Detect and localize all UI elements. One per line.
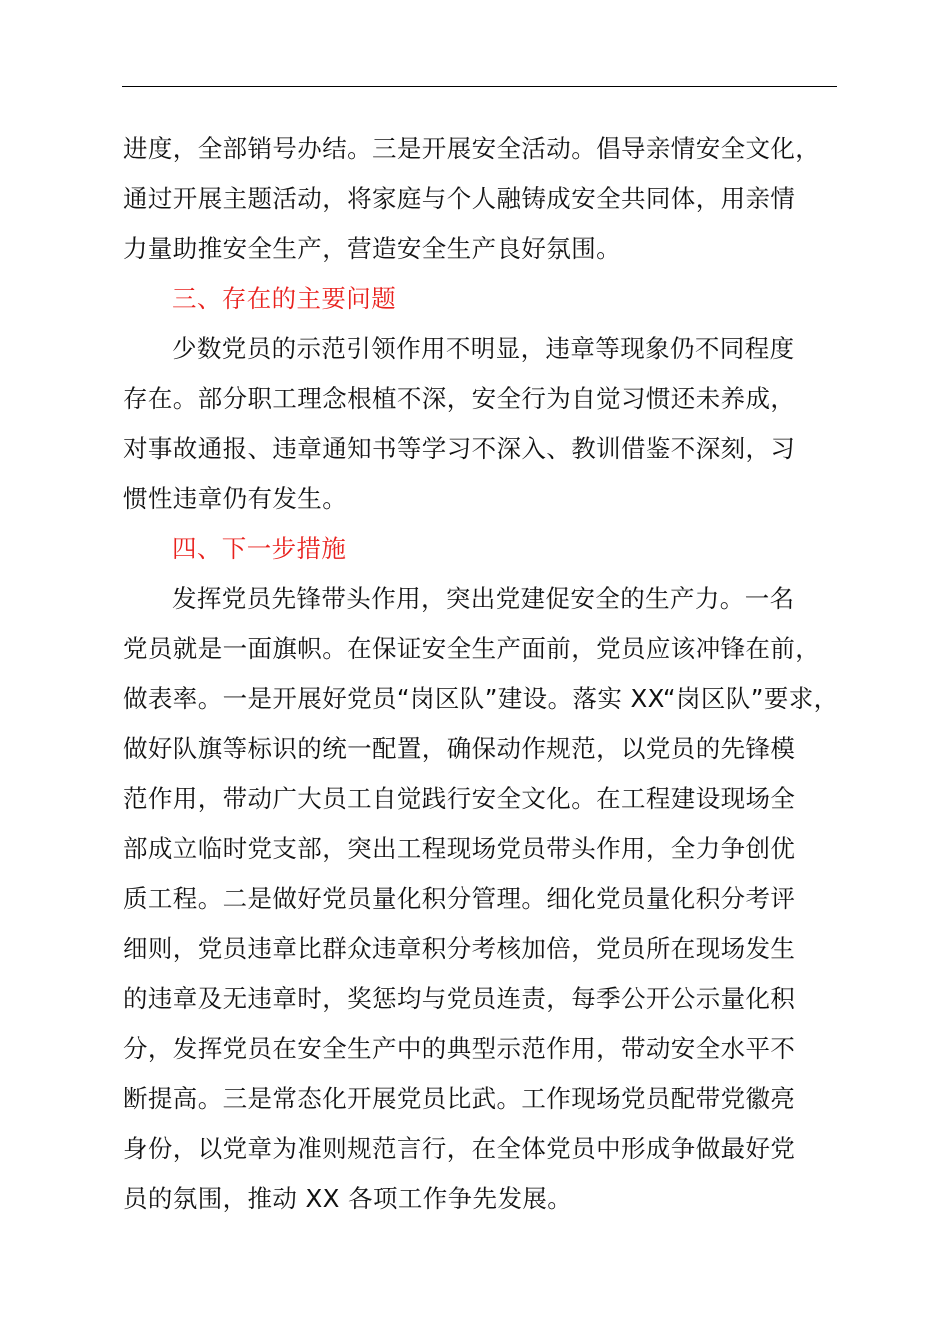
body-line: 党员就是一面旗帜。在保证安全生产面前，党员应该冲锋在前， [123, 634, 821, 663]
body-line: 质工程。二是做好党员量化积分管理。细化党员量化积分考评 [123, 884, 796, 913]
body-line: 对事故通报、违章通知书等学习不深入、教训借鉴不深刻，习 [123, 434, 796, 463]
body-line: 做好队旗等标识的统一配置，确保动作规范，以党员的先锋模 [123, 734, 796, 763]
body-line: 发挥党员先锋带头作用，突出党建促安全的生产力。一名 [172, 584, 795, 613]
body-line: 惯性违章仍有发生。 [123, 484, 348, 513]
body-line: 的违章及无违章时，奖惩均与党员连责，每季公开公示量化积 [123, 984, 796, 1013]
body-line: 少数党员的示范引领作用不明显，违章等现象仍不同程度 [172, 334, 795, 363]
body-line: 存在。部分职工理念根植不深，安全行为自觉习惯还未养成， [123, 384, 796, 413]
body-line: 力量助推安全生产，营造安全生产良好氛围。 [123, 234, 621, 263]
body-line: 身份，以党章为准则规范言行，在全体党员中形成争做最好党 [123, 1134, 796, 1163]
body-line: 断提高。三是常态化开展党员比武。工作现场党员配带党徽亮 [123, 1084, 796, 1113]
body-line: 进度，全部销号办结。三是开展安全活动。倡导亲情安全文化， [123, 134, 821, 163]
header-rule [122, 86, 837, 87]
section-heading-problems: 三、存在的主要问题 [172, 284, 397, 313]
section-heading-next-steps: 四、下一步措施 [172, 534, 347, 563]
body-line: 分，发挥党员在安全生产中的典型示范作用，带动安全水平不 [123, 1034, 796, 1063]
body-line: 范作用，带动广大员工自觉践行安全文化。在工程建设现场全 [123, 784, 796, 813]
document-body [123, 124, 843, 1224]
body-line: 通过开展主题活动，将家庭与个人融铸成安全共同体，用亲情 [123, 184, 796, 213]
body-line: 部成立临时党支部，突出工程现场党员带头作用，全力争创优 [123, 834, 796, 863]
body-line: 做表率。一是开展好党员“岗区队”建设。落实 XX“岗区队”要求， [123, 684, 839, 713]
body-line: 细则，党员违章比群众违章积分考核加倍，党员所在现场发生 [123, 934, 796, 963]
body-line: 员的氛围，推动 XX 各项工作争先发展。 [123, 1184, 573, 1213]
